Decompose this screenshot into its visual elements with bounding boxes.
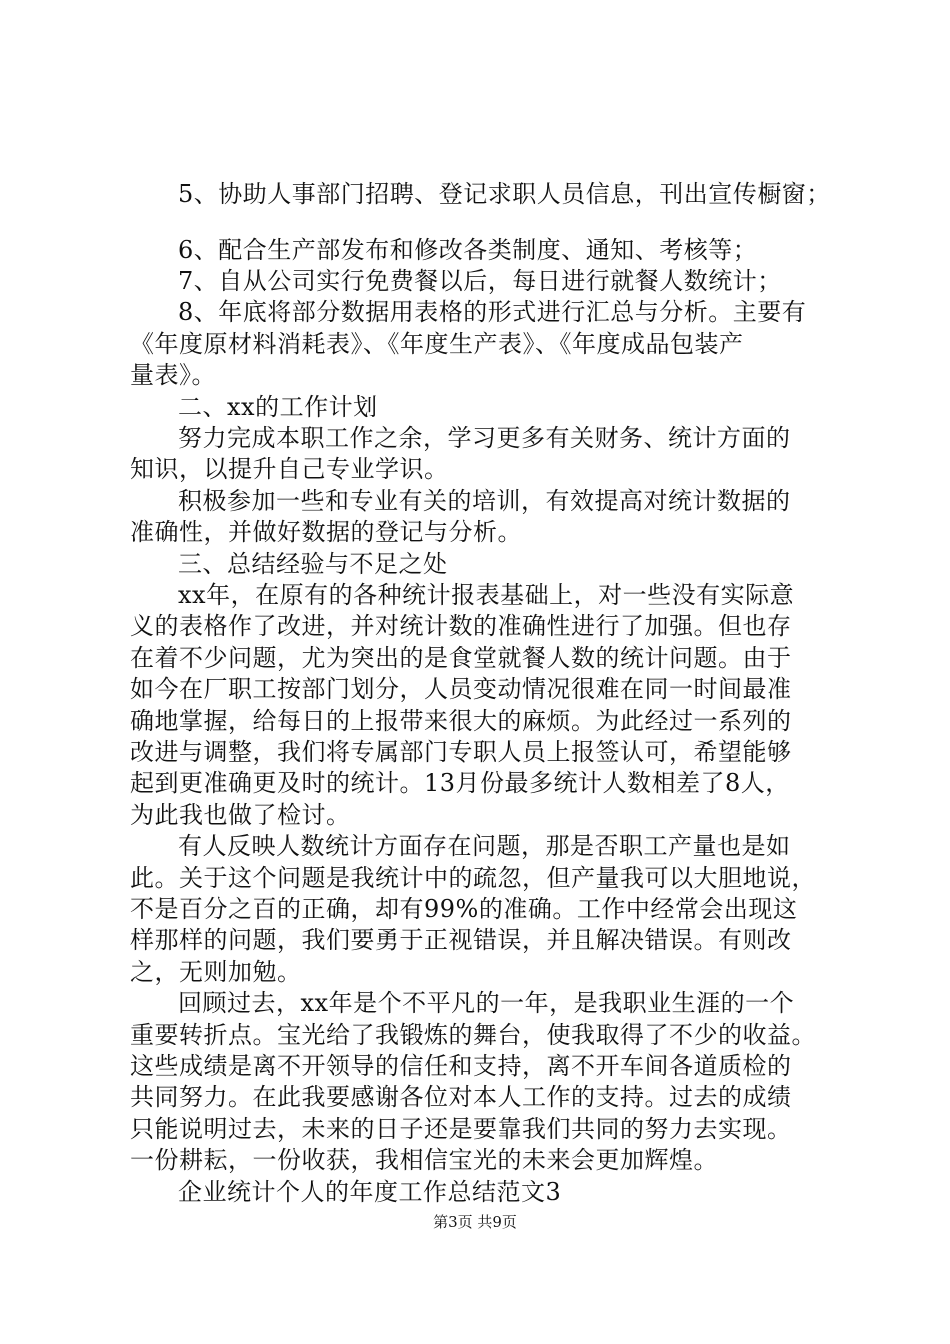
paragraph-line: 如今在厂职工按部门划分，人员变动情况很难在同一时间最准 bbox=[130, 675, 792, 703]
page-indicator: 第3页 共9页 bbox=[433, 1213, 517, 1231]
paragraph-line: 确地掌握，给每日的上报带来很大的麻烦。为此经过一系列的 bbox=[130, 707, 792, 735]
paragraph-line: 回顾过去，xx年是个不平凡的一年，是我职业生涯的一个 bbox=[178, 989, 795, 1017]
paragraph-line: 知识，以提升自己专业学识。 bbox=[130, 455, 449, 483]
paragraph-line: 不是百分之百的正确，却有99%的准确。工作中经常会出现这 bbox=[130, 895, 798, 923]
paragraph-line: 有人反映人数统计方面存在问题，那是否职工产量也是如 bbox=[178, 832, 791, 860]
paragraph-line: 只能说明过去，未来的日子还是要靠我们共同的努力去实现。 bbox=[130, 1115, 792, 1143]
paragraph-line: 重要转折点。宝光给了我锻炼的舞台，使我取得了不少的收益。 bbox=[130, 1021, 816, 1049]
paragraph-line: 为此我也做了检讨。 bbox=[130, 801, 351, 829]
paragraph-line: 积极参加一些和专业有关的培训，有效提高对统计数据的 bbox=[178, 487, 791, 515]
paragraph-line: 6、配合生产部发布和修改各类制度、通知、考核等； bbox=[178, 236, 758, 264]
paragraph-line: 5、协助人事部门招聘、登记求职人员信息，刊出宣传橱窗； bbox=[178, 180, 831, 208]
paragraph-line: 之，无则加勉。 bbox=[130, 958, 302, 986]
paragraph-line: 一份耕耘，一份收获，我相信宝光的未来会更加辉煌。 bbox=[130, 1146, 718, 1174]
paragraph-line: 在着不少问题，尤为突出的是食堂就餐人数的统计问题。由于 bbox=[130, 644, 792, 672]
paragraph-line: 这些成绩是离不开领导的信任和支持，离不开车间各道质检的 bbox=[130, 1052, 792, 1080]
section-heading: 二、xx的工作计划 bbox=[178, 393, 378, 421]
paragraph-line: xx年，在原有的各种统计报表基础上，对一些没有实际意 bbox=[178, 581, 795, 609]
paragraph-line: 8、年底将部分数据用表格的形式进行汇总与分析。主要有 bbox=[178, 298, 807, 326]
paragraph-line: 改进与调整，我们将专属部门专职人员上报签认可，希望能够 bbox=[130, 738, 792, 766]
section-heading: 企业统计个人的年度工作总结范文3 bbox=[178, 1178, 562, 1206]
paragraph-line: 样那样的问题，我们要勇于正视错误，并且解决错误。有则改 bbox=[130, 926, 792, 954]
paragraph-line: 义的表格作了改进，并对统计数的准确性进行了加强。但也存 bbox=[130, 612, 792, 640]
paragraph-line: 《年度原材料消耗表》、《年度生产表》、《年度成品包装产 bbox=[130, 330, 744, 358]
paragraph-line: 起到更准确更及时的统计。13月份最多统计人数相差了8人， bbox=[130, 769, 790, 797]
section-heading: 三、总结经验与不足之处 bbox=[178, 550, 448, 578]
paragraph-line: 准确性，并做好数据的登记与分析。 bbox=[130, 518, 522, 546]
paragraph-line: 努力完成本职工作之余，学习更多有关财务、统计方面的 bbox=[178, 424, 791, 452]
paragraph-line: 量表》。 bbox=[130, 361, 216, 389]
paragraph-line: 此。关于这个问题是我统计中的疏忽，但产量我可以大胆地说， bbox=[130, 864, 816, 892]
paragraph-line: 7、自从公司实行免费餐以后，每日进行就餐人数统计； bbox=[178, 267, 782, 295]
paragraph-line: 共同努力。在此我要感谢各位对本人工作的支持。过去的成绩 bbox=[130, 1083, 792, 1111]
